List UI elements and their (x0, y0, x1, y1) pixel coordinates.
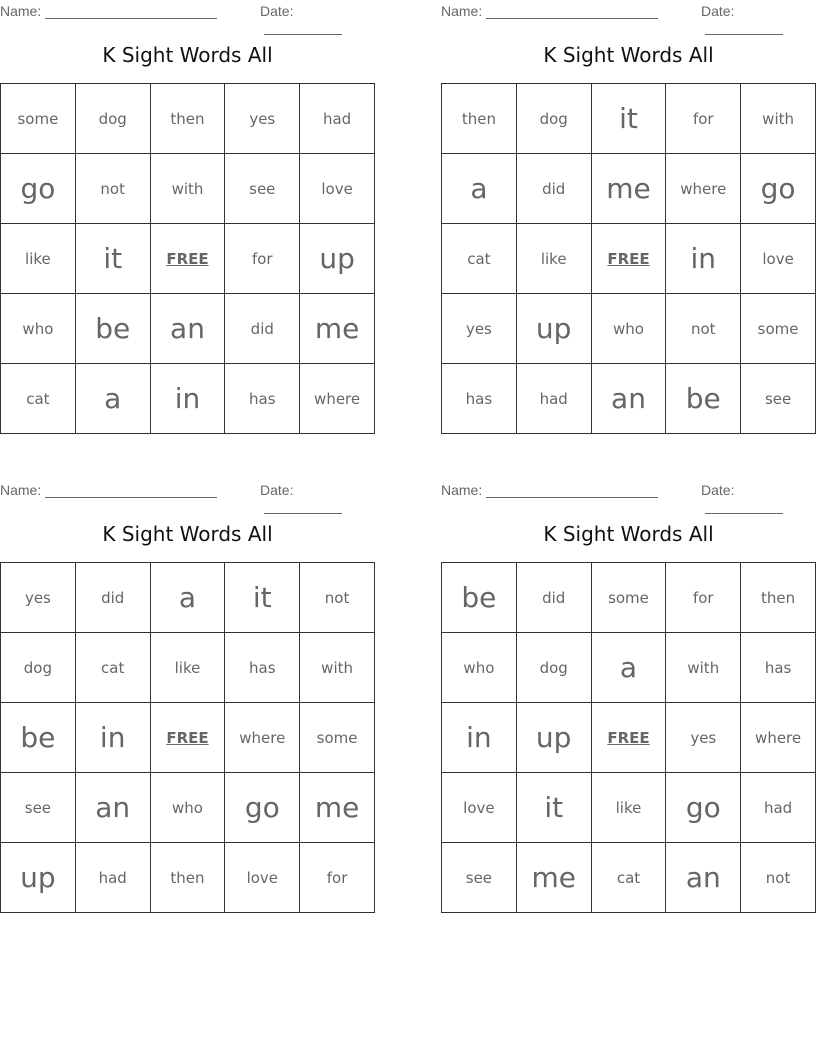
bingo-cell: then (741, 563, 816, 633)
bingo-cell: me (300, 294, 375, 364)
bingo-cell: a (442, 154, 517, 224)
bingo-cell: an (76, 773, 151, 843)
bingo-cell: like (1, 224, 76, 294)
bingo-cell: who (592, 294, 667, 364)
bingo-cell: had (741, 773, 816, 843)
date-label: Date: (701, 482, 735, 498)
free-space: FREE (592, 224, 667, 294)
date-field (701, 3, 816, 35)
bingo-cell: love (225, 843, 300, 913)
bingo-cell: in (666, 224, 741, 294)
bingo-cell: cat (442, 224, 517, 294)
name-label: Name: (441, 482, 483, 498)
bingo-cell: an (666, 843, 741, 913)
bingo-cell: did (517, 563, 592, 633)
bingo-cell: has (741, 633, 816, 703)
bingo-cell: a (76, 364, 151, 434)
bingo-cell: be (442, 563, 517, 633)
bingo-cell: me (592, 154, 667, 224)
bingo-cell: it (225, 563, 300, 633)
bingo-cell: not (666, 294, 741, 364)
bingo-cell: had (76, 843, 151, 913)
bingo-grid (0, 83, 375, 434)
name-blank-line (486, 5, 658, 19)
bingo-grid (0, 562, 375, 913)
bingo-cell: has (225, 633, 300, 703)
bingo-cell: like (517, 224, 592, 294)
name-field (0, 3, 217, 19)
bingo-cell: love (741, 224, 816, 294)
date-blank-line (705, 500, 783, 514)
name-blank-line (45, 5, 217, 19)
bingo-cell: be (1, 703, 76, 773)
free-space: FREE (592, 703, 667, 773)
bingo-cell: dog (1, 633, 76, 703)
name-blank-line (486, 484, 658, 498)
bingo-cell: some (1, 84, 76, 154)
bingo-cell: yes (225, 84, 300, 154)
bingo-cell: dog (517, 633, 592, 703)
bingo-cell: see (225, 154, 300, 224)
bingo-cell: some (300, 703, 375, 773)
bingo-cell: did (225, 294, 300, 364)
bingo-cell: dog (76, 84, 151, 154)
bingo-cell: cat (592, 843, 667, 913)
bingo-cell: where (225, 703, 300, 773)
bingo-cell: some (741, 294, 816, 364)
bingo-cell: up (300, 224, 375, 294)
bingo-cell: then (151, 843, 226, 913)
card-title: K Sight Words All (102, 522, 273, 546)
bingo-cell: did (76, 563, 151, 633)
bingo-cell: in (76, 703, 151, 773)
bingo-cell: like (592, 773, 667, 843)
bingo-cell: for (666, 84, 741, 154)
bingo-cell: go (741, 154, 816, 224)
card-title: K Sight Words All (102, 43, 273, 67)
name-field (441, 3, 658, 19)
bingo-cell: yes (666, 703, 741, 773)
bingo-cell: not (300, 563, 375, 633)
date-blank-line (264, 500, 342, 514)
bingo-cell: with (300, 633, 375, 703)
name-date-header (0, 0, 375, 20)
bingo-cell: go (1, 154, 76, 224)
name-date-header (441, 0, 816, 20)
bingo-cell: see (741, 364, 816, 434)
date-label: Date: (260, 3, 294, 19)
bingo-cell: a (592, 633, 667, 703)
bingo-cell: cat (76, 633, 151, 703)
bingo-cell: has (442, 364, 517, 434)
date-field (260, 3, 375, 35)
bingo-cell: yes (1, 563, 76, 633)
bingo-cell: where (741, 703, 816, 773)
date-blank-line (705, 21, 783, 35)
bingo-cell: in (442, 703, 517, 773)
free-space: FREE (151, 224, 226, 294)
bingo-cell: be (76, 294, 151, 364)
bingo-cell: me (517, 843, 592, 913)
bingo-cell: then (442, 84, 517, 154)
bingo-cell: who (1, 294, 76, 364)
bingo-cell: then (151, 84, 226, 154)
name-label: Name: (0, 3, 42, 19)
bingo-cell: has (225, 364, 300, 434)
bingo-cell: yes (442, 294, 517, 364)
bingo-cell: me (300, 773, 375, 843)
bingo-cell: with (666, 633, 741, 703)
bingo-cell: an (151, 294, 226, 364)
bingo-cell: some (592, 563, 667, 633)
name-date-header (0, 479, 375, 499)
bingo-cell: be (666, 364, 741, 434)
date-label: Date: (701, 3, 735, 19)
bingo-cell: it (517, 773, 592, 843)
bingo-cell: where (666, 154, 741, 224)
bingo-cell: in (151, 364, 226, 434)
bingo-cell: see (1, 773, 76, 843)
bingo-cell: for (666, 563, 741, 633)
bingo-cell: an (592, 364, 667, 434)
bingo-cell: up (1, 843, 76, 913)
bingo-cell: up (517, 703, 592, 773)
name-label: Name: (0, 482, 42, 498)
date-field (701, 482, 816, 514)
free-space: FREE (151, 703, 226, 773)
bingo-cell: see (442, 843, 517, 913)
bingo-grid (441, 83, 816, 434)
bingo-cell: did (517, 154, 592, 224)
bingo-cell: not (76, 154, 151, 224)
bingo-cell: who (442, 633, 517, 703)
bingo-cell: for (225, 224, 300, 294)
bingo-cell: up (517, 294, 592, 364)
bingo-cell: cat (1, 364, 76, 434)
name-field (441, 482, 658, 498)
card-title: K Sight Words All (543, 522, 714, 546)
date-label: Date: (260, 482, 294, 498)
name-date-header (441, 479, 816, 499)
bingo-cell: go (225, 773, 300, 843)
bingo-cell: love (300, 154, 375, 224)
bingo-cell: with (741, 84, 816, 154)
name-field (0, 482, 217, 498)
bingo-cell: with (151, 154, 226, 224)
card-title: K Sight Words All (543, 43, 714, 67)
bingo-cell: not (741, 843, 816, 913)
bingo-cell: go (666, 773, 741, 843)
name-label: Name: (441, 3, 483, 19)
bingo-cell: love (442, 773, 517, 843)
bingo-cell: it (592, 84, 667, 154)
date-field (260, 482, 375, 514)
bingo-cell: for (300, 843, 375, 913)
bingo-cell: had (517, 364, 592, 434)
bingo-grid (441, 562, 816, 913)
bingo-cell: a (151, 563, 226, 633)
bingo-cell: it (76, 224, 151, 294)
bingo-cell: who (151, 773, 226, 843)
date-blank-line (264, 21, 342, 35)
bingo-cell: dog (517, 84, 592, 154)
bingo-cell: had (300, 84, 375, 154)
bingo-cell: where (300, 364, 375, 434)
name-blank-line (45, 484, 217, 498)
bingo-cell: like (151, 633, 226, 703)
